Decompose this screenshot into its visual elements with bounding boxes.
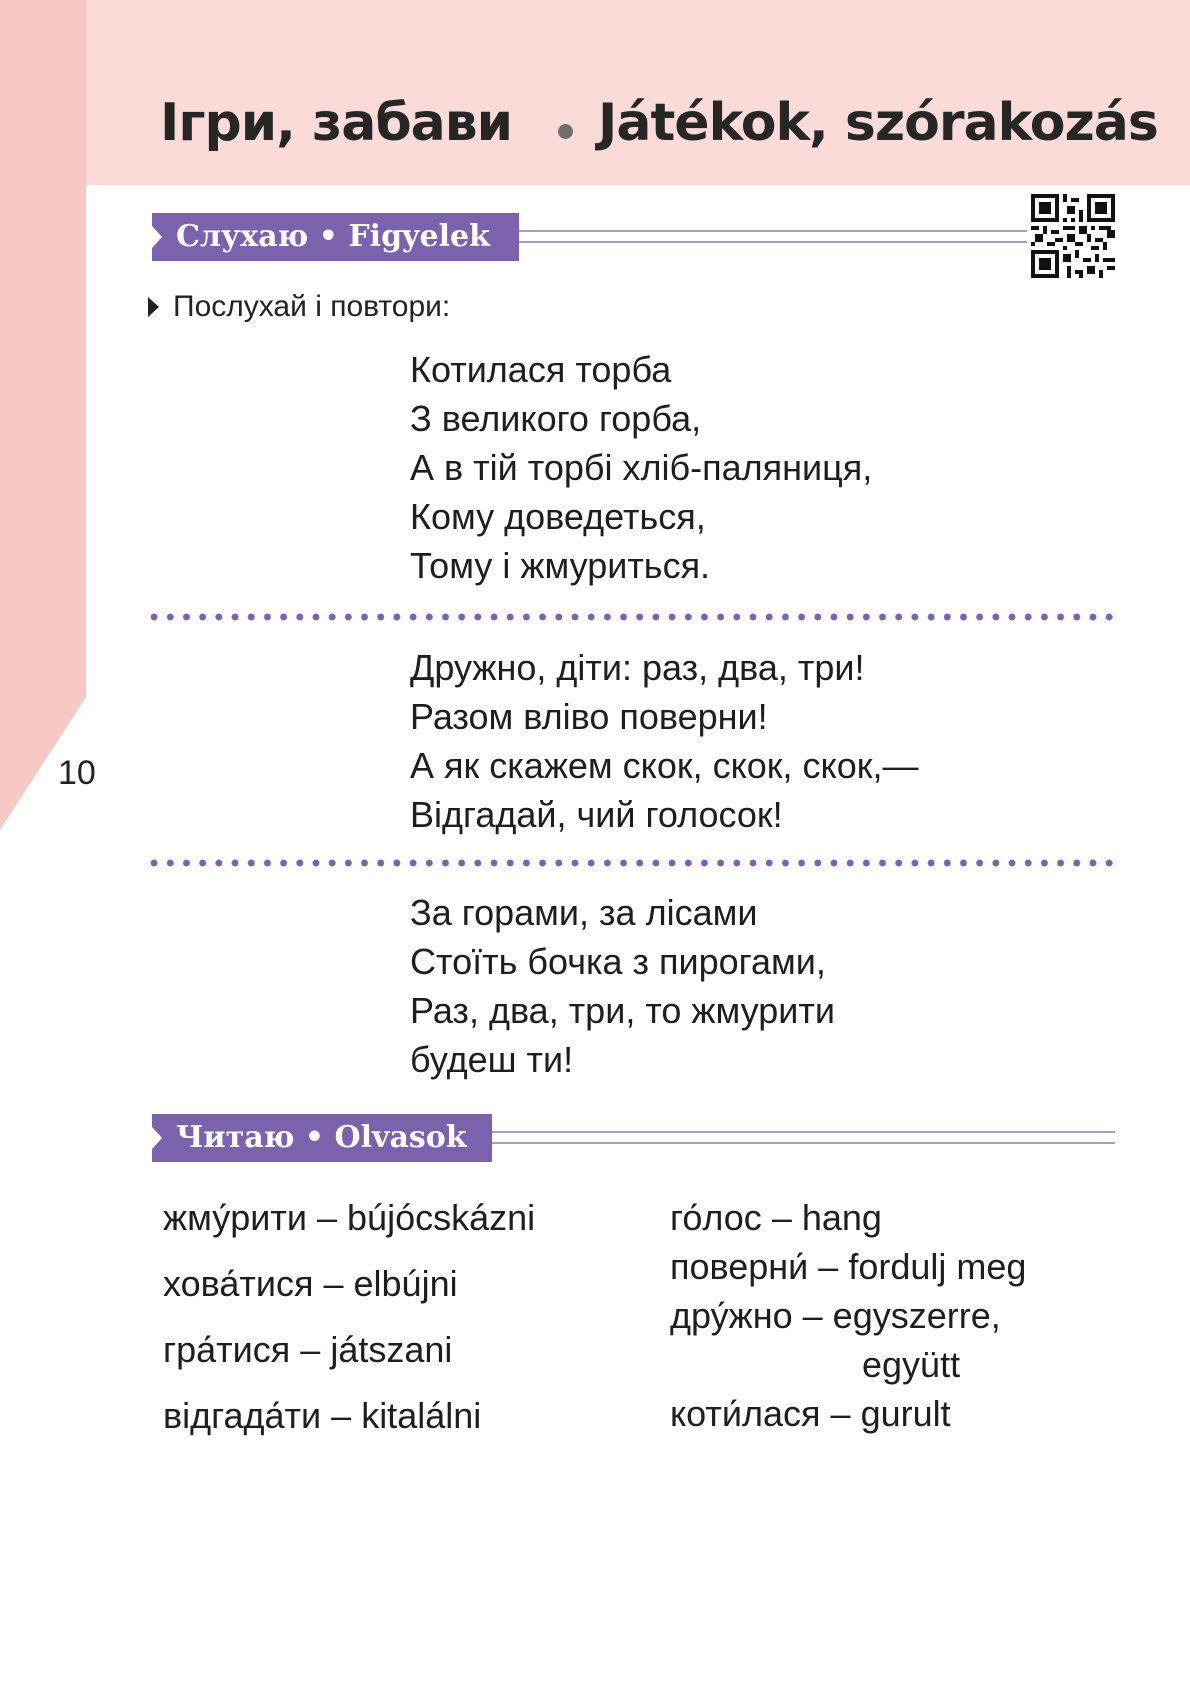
qr-code-icon[interactable] <box>1031 194 1115 278</box>
poem-3 <box>410 888 835 1084</box>
poem-line: З великого горба, <box>410 398 702 439</box>
poem-line: Відгадай, чий голосок! <box>410 794 783 835</box>
section-rule-read <box>492 1131 1115 1144</box>
vocab-translation: bújócskázni <box>347 1197 536 1238</box>
vocab-translation: egyszerre, <box>832 1295 1001 1336</box>
page-title-ukrainian: Ігри, забави <box>160 93 513 153</box>
dotted-divider <box>146 613 1118 621</box>
poem-line: Кому доведеться, <box>410 496 706 537</box>
section-tag-listen: Слухаю • Figyelek <box>152 213 519 261</box>
vocab-translation: fordulj meg <box>848 1246 1027 1287</box>
poem-line: А як скажем скок, скок, скок,— <box>410 745 919 786</box>
vocab-separator: – <box>300 1329 321 1370</box>
vocab-item <box>670 1197 882 1239</box>
vocab-separator: – <box>316 1197 338 1238</box>
vocab-translation: kitalálni <box>361 1395 482 1436</box>
vocab-translation: hang <box>801 1197 882 1238</box>
poem-1 <box>410 345 872 590</box>
poem-line: Разом вліво поверни! <box>410 696 768 737</box>
vocab-word: жму́рити <box>163 1197 307 1238</box>
section-tag-read: Читаю • Olvasok <box>152 1114 492 1162</box>
vocab-word: гра́тися <box>163 1329 291 1370</box>
poem-line: Тому і жмуриться. <box>410 545 711 586</box>
vocab-separator: – <box>771 1197 792 1238</box>
vocab-item <box>163 1395 481 1437</box>
vocab-translation: gurult <box>860 1393 951 1434</box>
page-title-hungarian: Játékok, szórakozás <box>598 93 1158 153</box>
vocab-item <box>670 1295 1001 1337</box>
instruction <box>148 290 450 324</box>
page-number: 10 <box>58 754 96 792</box>
vocab-separator: – <box>830 1393 851 1434</box>
poem-2 <box>410 643 918 839</box>
vocab-translation: elbújni <box>353 1263 458 1304</box>
poem-line: Котилася торба <box>410 349 672 390</box>
instruction-text: Послухай і повтори: <box>173 290 451 323</box>
poem-line: Дружно, діти: раз, два, три! <box>410 647 865 688</box>
play-triangle-icon <box>148 297 159 317</box>
vocab-separator: – <box>802 1295 823 1336</box>
poem-line: Стоїть бочка з пирогами, <box>410 941 826 982</box>
vocab-item <box>163 1197 535 1239</box>
poem-line: А в тій торбі хліб-паляниця, <box>410 447 873 488</box>
vocab-item <box>670 1246 1026 1288</box>
poem-line: будеш ти! <box>410 1039 574 1080</box>
vocab-word: го́лос <box>670 1197 762 1238</box>
vocab-word: хова́тися <box>163 1263 314 1304</box>
vocab-translation-continued: együtt <box>862 1344 961 1385</box>
dotted-divider <box>146 859 1118 867</box>
poem-line: За горами, за лісами <box>410 892 758 933</box>
vocab-word: відгада́ти <box>163 1395 322 1436</box>
vocab-word: дру́жно <box>670 1295 793 1336</box>
vocab-item <box>163 1263 458 1305</box>
vocab-item <box>163 1329 452 1371</box>
vocab-word: поверни́ <box>670 1246 809 1287</box>
vocab-word: коти́лася <box>670 1393 821 1434</box>
vocab-item <box>670 1393 951 1435</box>
side-band <box>0 0 86 830</box>
section-rule-listen <box>519 230 1027 243</box>
vocab-separator: – <box>818 1246 839 1287</box>
vocab-separator: – <box>331 1395 352 1436</box>
poem-line: Раз, два, три, то жмурити <box>410 990 835 1031</box>
title-separator-dot <box>558 124 573 139</box>
vocab-translation: játszani <box>330 1329 453 1370</box>
vocab-separator: – <box>323 1263 344 1304</box>
